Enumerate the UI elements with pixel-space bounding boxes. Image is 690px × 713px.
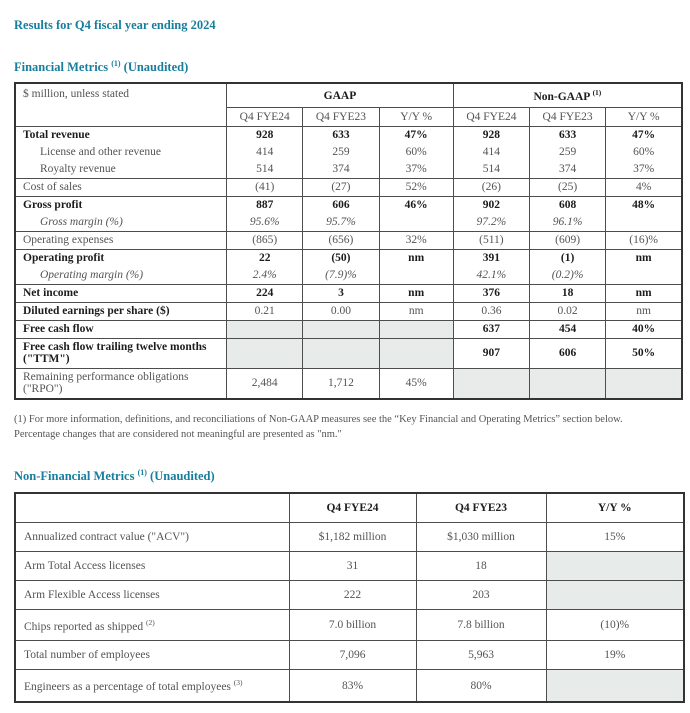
value-cell: 80% [416, 670, 546, 702]
row-label: Chips reported as shipped $^{(2)}$ [15, 609, 289, 641]
value-cell: 4% [606, 178, 682, 196]
value-cell: 414 [453, 144, 529, 161]
empty-shaded-cell [379, 338, 453, 368]
value-cell: 83% [289, 670, 416, 702]
value-cell: 60% [379, 144, 453, 161]
units-label: $ million, unless stated [23, 88, 130, 101]
value-cell: 96.1% [530, 214, 606, 232]
non-financial-metrics-heading [14, 468, 683, 484]
value-cell: 47% [606, 126, 682, 144]
table-row [15, 284, 682, 302]
table-row [15, 178, 682, 196]
column-header: Y/Y % [546, 493, 684, 523]
row-label-footnote-ref: (2) [146, 617, 155, 627]
value-cell: 203 [416, 580, 546, 609]
row-label: Gross margin (%) [40, 216, 123, 229]
value-cell: 37% [606, 161, 682, 179]
row-label: Total revenue [15, 126, 227, 144]
column-header: Q4 FYE24 [453, 107, 529, 126]
value-cell: (50) [303, 249, 379, 267]
value-cell: 637 [453, 320, 529, 338]
table-row [15, 522, 684, 551]
value-cell: 3 [303, 284, 379, 302]
row-label: Free cash flow [15, 320, 227, 338]
table-row [15, 641, 684, 670]
table-row [15, 302, 682, 320]
value-cell: 0.00 [303, 302, 379, 320]
value-cell: 454 [530, 320, 606, 338]
value-cell: 95.7% [303, 214, 379, 232]
value-cell: 224 [227, 284, 303, 302]
value-cell: nm [606, 249, 682, 267]
non-financial-heading-footnote-ref: (1) [137, 468, 147, 478]
row-label: Net income [15, 284, 227, 302]
row-label: Free cash flow trailing twelve months ("TTM") [15, 338, 227, 368]
value-cell: 1,712 [303, 368, 379, 399]
value-cell: 902 [453, 196, 529, 214]
value-cell: 32% [379, 231, 453, 249]
empty-shaded-cell [546, 551, 684, 580]
row-label: Engineers as a percentage of total employees $^{(3)}$ [15, 670, 289, 702]
table-row [15, 551, 684, 580]
empty-shaded-cell [606, 368, 682, 399]
empty-shaded-cell [546, 670, 684, 702]
value-cell: 47% [379, 126, 453, 144]
value-cell [379, 214, 453, 232]
value-cell: 606 [303, 196, 379, 214]
table-row [15, 670, 684, 702]
value-cell: nm [606, 302, 682, 320]
financial-header-group-row [15, 83, 682, 107]
value-cell: 928 [227, 126, 303, 144]
non-financial-heading-suffix: (Unaudited) [150, 469, 215, 484]
row-label: Royalty revenue [40, 163, 116, 176]
column-header: Q4 FYE23 [530, 107, 606, 126]
value-cell: 52% [379, 178, 453, 196]
page-title: Results for Q4 fiscal year ending 2024 [14, 18, 216, 32]
table-row [15, 126, 682, 144]
value-cell: 376 [453, 284, 529, 302]
value-cell: 606 [530, 338, 606, 368]
row-label: Remaining performance obligations ("RPO") [15, 368, 227, 399]
row-label: Operating expenses [15, 231, 227, 249]
table-row [15, 267, 682, 285]
group-header-gaap: GAAP [227, 83, 454, 107]
table-row [15, 609, 684, 641]
value-cell: 31 [289, 551, 416, 580]
row-label: Total number of employees [15, 641, 289, 670]
value-cell: 40% [606, 320, 682, 338]
value-cell: 18 [530, 284, 606, 302]
value-cell: $1,182 million [289, 522, 416, 551]
value-cell: (25) [530, 178, 606, 196]
value-cell [379, 267, 453, 285]
value-cell: (10)% [546, 609, 684, 641]
value-cell: 5,963 [416, 641, 546, 670]
financial-heading-suffix: (Unaudited) [123, 60, 189, 75]
value-cell: 37% [379, 161, 453, 179]
value-cell: 391 [453, 249, 529, 267]
row-label: License and other revenue [40, 146, 162, 159]
value-cell: (16)% [606, 231, 682, 249]
table-row [15, 368, 682, 399]
value-cell: 19% [546, 641, 684, 670]
empty-shaded-cell [227, 338, 303, 368]
financial-heading-text: Financial Metrics [14, 60, 109, 75]
value-cell: (7.9)% [303, 267, 379, 285]
table-row [15, 231, 682, 249]
value-cell: 15% [546, 522, 684, 551]
value-cell: 887 [227, 196, 303, 214]
non-financial-table-body [15, 493, 684, 703]
table-row [15, 144, 682, 161]
group-header-footnote-ref: (1) [592, 88, 602, 98]
value-cell: 0.02 [530, 302, 606, 320]
value-cell: nm [379, 249, 453, 267]
value-cell: 95.6% [227, 214, 303, 232]
financial-table-body [15, 83, 682, 399]
row-label: Gross profit [15, 196, 227, 214]
value-cell: 514 [227, 161, 303, 179]
value-cell [606, 267, 682, 285]
financial-metrics-table [14, 82, 683, 400]
non-financial-header-row [15, 493, 684, 523]
value-cell: (511) [453, 231, 529, 249]
value-cell: (865) [227, 231, 303, 249]
financial-metrics-heading [14, 59, 683, 75]
empty-shaded-cell [303, 320, 379, 338]
column-header: Q4 FYE24 [227, 107, 303, 126]
value-cell: 7.8 billion [416, 609, 546, 641]
value-cell: 633 [530, 126, 606, 144]
footnote-line-1: (1) For more information, definitions, and reconciliations of Non-GAAP measures see the “Key Financial and Operating Metrics” section below. [14, 413, 623, 425]
value-cell: nm [379, 302, 453, 320]
value-cell: 0.36 [453, 302, 529, 320]
empty-shaded-cell [303, 338, 379, 368]
table-row [15, 249, 682, 267]
row-label: Arm Flexible Access licenses [15, 580, 289, 609]
blank-header-cell [15, 493, 289, 523]
row-label: Arm Total Access licenses [15, 551, 289, 580]
empty-shaded-cell [453, 368, 529, 399]
value-cell: 633 [303, 126, 379, 144]
value-cell: (26) [453, 178, 529, 196]
empty-shaded-cell [546, 580, 684, 609]
non-financial-heading-text: Non-Financial Metrics [14, 469, 135, 484]
footnote-line-2: Percentage changes that are considered not meaningful are presented as "nm." [14, 428, 342, 440]
row-label: Annualized contract value ("ACV") [15, 522, 289, 551]
value-cell: 928 [453, 126, 529, 144]
value-cell: 514 [453, 161, 529, 179]
table-row [15, 214, 682, 232]
value-cell: 259 [303, 144, 379, 161]
value-cell: 907 [453, 338, 529, 368]
row-label: Cost of sales [15, 178, 227, 196]
table-row [15, 161, 682, 179]
value-cell: 7.0 billion [289, 609, 416, 641]
value-cell: 374 [303, 161, 379, 179]
column-header: Q4 FYE23 [303, 107, 379, 126]
value-cell: nm [606, 284, 682, 302]
value-cell: (0.2)% [530, 267, 606, 285]
value-cell: 374 [530, 161, 606, 179]
column-header: Y/Y % [379, 107, 453, 126]
value-cell: $1,030 million [416, 522, 546, 551]
value-cell: 46% [379, 196, 453, 214]
value-cell: 259 [530, 144, 606, 161]
value-cell: 2.4% [227, 267, 303, 285]
non-financial-metrics-table [14, 492, 685, 704]
column-header: Y/Y % [606, 107, 682, 126]
row-label: Operating margin (%) [40, 269, 144, 282]
row-label: Operating profit [15, 249, 227, 267]
value-cell: 42.1% [453, 267, 529, 285]
value-cell [606, 214, 682, 232]
row-label: Diluted earnings per share ($) [15, 302, 227, 320]
value-cell: 414 [227, 144, 303, 161]
value-cell: nm [379, 284, 453, 302]
value-cell: 2,484 [227, 368, 303, 399]
value-cell: (1) [530, 249, 606, 267]
empty-shaded-cell [530, 368, 606, 399]
table-row [15, 580, 684, 609]
value-cell: (609) [530, 231, 606, 249]
column-header: Q4 FYE24 [289, 493, 416, 523]
value-cell: 48% [606, 196, 682, 214]
value-cell: 0.21 [227, 302, 303, 320]
value-cell: (656) [303, 231, 379, 249]
group-header-non-gaap: Non-GAAP $^{(1)}$ [453, 83, 682, 107]
value-cell: 97.2% [453, 214, 529, 232]
value-cell: 60% [606, 144, 682, 161]
table-row [15, 320, 682, 338]
value-cell: 50% [606, 338, 682, 368]
table-row [15, 338, 682, 368]
empty-shaded-cell [227, 320, 303, 338]
financial-heading-footnote-ref: (1) [111, 59, 121, 68]
value-cell: (27) [303, 178, 379, 196]
value-cell: 22 [227, 249, 303, 267]
value-cell: 18 [416, 551, 546, 580]
footnote [14, 413, 686, 442]
value-cell: 7,096 [289, 641, 416, 670]
empty-shaded-cell [379, 320, 453, 338]
column-header: Q4 FYE23 [416, 493, 546, 523]
table-row [15, 196, 682, 214]
value-cell: 608 [530, 196, 606, 214]
value-cell: 222 [289, 580, 416, 609]
value-cell: (41) [227, 178, 303, 196]
row-label-footnote-ref: (3) [233, 678, 243, 688]
value-cell: 45% [379, 368, 453, 399]
